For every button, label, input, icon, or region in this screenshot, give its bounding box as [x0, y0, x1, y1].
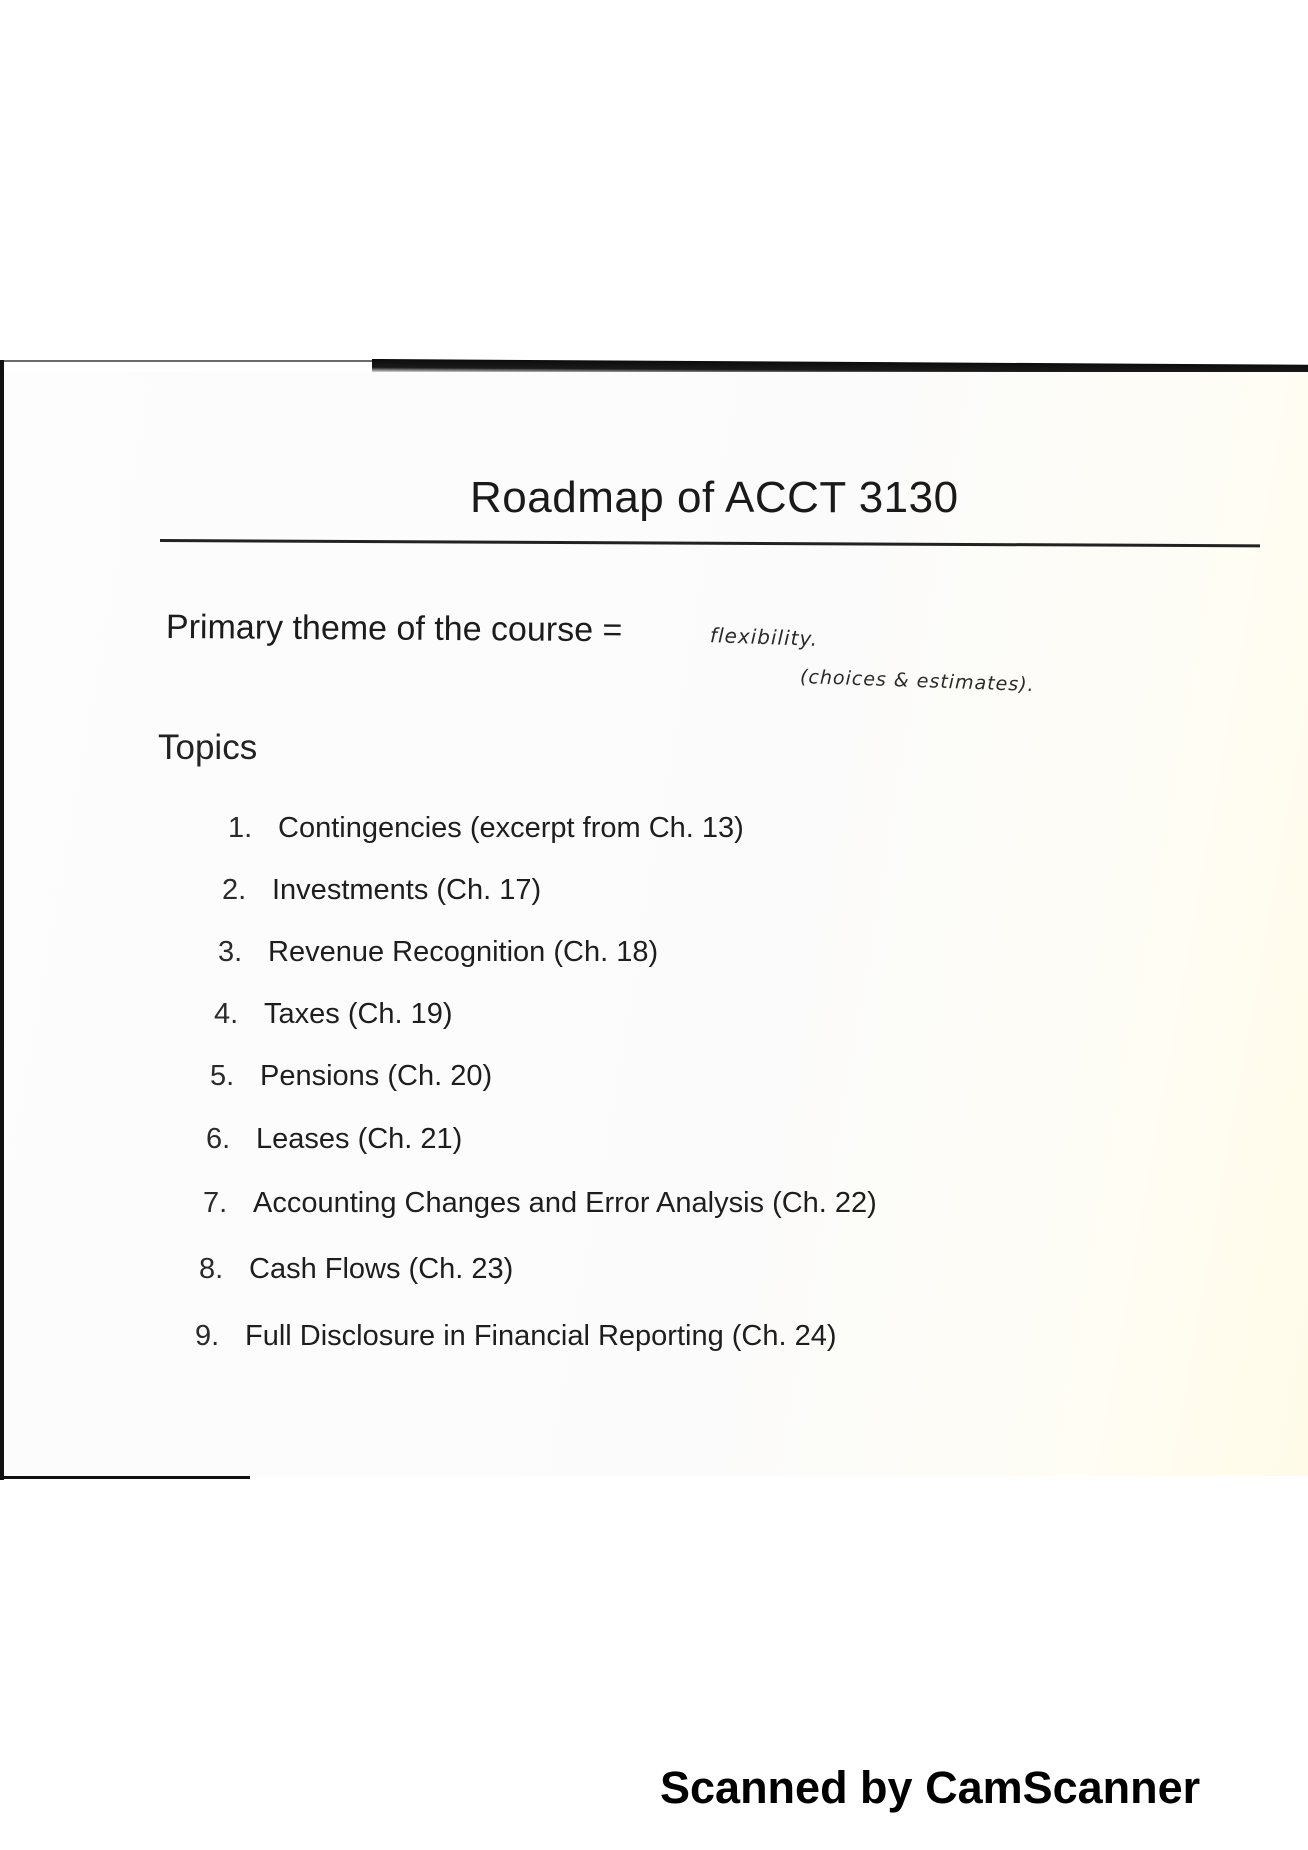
- topic-item: [195, 1320, 837, 1353]
- topic-item: [199, 1253, 513, 1286]
- handwritten-note-choices: (choices & estimates).: [799, 665, 1036, 697]
- topic-number: 7.: [203, 1187, 228, 1219]
- topic-number: 8.: [199, 1253, 224, 1285]
- topic-number: 1.: [228, 812, 253, 844]
- topic-number: 9.: [195, 1320, 220, 1352]
- topic-number: 6.: [206, 1123, 231, 1155]
- topic-item: [218, 936, 658, 969]
- topic-text: Investments (Ch. 17): [272, 874, 542, 906]
- topic-text: Contingencies (excerpt from Ch. 13): [278, 812, 744, 844]
- primary-theme-label: Primary theme of the course =: [165, 608, 623, 650]
- topic-text: Cash Flows (Ch. 23): [249, 1253, 514, 1285]
- topic-text: Pensions (Ch. 20): [260, 1060, 493, 1092]
- topic-text: Leases (Ch. 21): [256, 1123, 463, 1155]
- topic-item: [206, 1123, 462, 1156]
- topic-text: Revenue Recognition (Ch. 18): [268, 936, 659, 968]
- topic-number: 5.: [210, 1060, 235, 1092]
- topic-number: 3.: [218, 936, 243, 968]
- slide-photo: [4, 372, 1308, 1476]
- topic-item: [228, 812, 744, 845]
- topic-item: [214, 998, 453, 1031]
- slide-left-edge: [0, 360, 4, 1480]
- topic-item: [222, 874, 541, 907]
- topic-text: Full Disclosure in Financial Reporting (Ch. 24): [245, 1320, 837, 1352]
- topic-text: Accounting Changes and Error Analysis (Ch. 22): [253, 1187, 877, 1219]
- slide-title: Roadmap of ACCT 3130: [470, 473, 959, 522]
- camscanner-watermark: Scanned by CamScanner: [660, 1762, 1201, 1813]
- topic-number: 4.: [214, 998, 239, 1030]
- topic-item: [203, 1187, 877, 1220]
- slide-bottom-edge: [0, 1476, 250, 1479]
- topic-text: Taxes (Ch. 19): [264, 998, 453, 1030]
- slide-top-edge-thin: [0, 360, 380, 362]
- topic-number: 2.: [222, 874, 247, 906]
- topic-item: [210, 1060, 492, 1093]
- topics-heading: Topics: [158, 728, 258, 767]
- handwritten-note-flexibility: flexibility.: [709, 623, 819, 651]
